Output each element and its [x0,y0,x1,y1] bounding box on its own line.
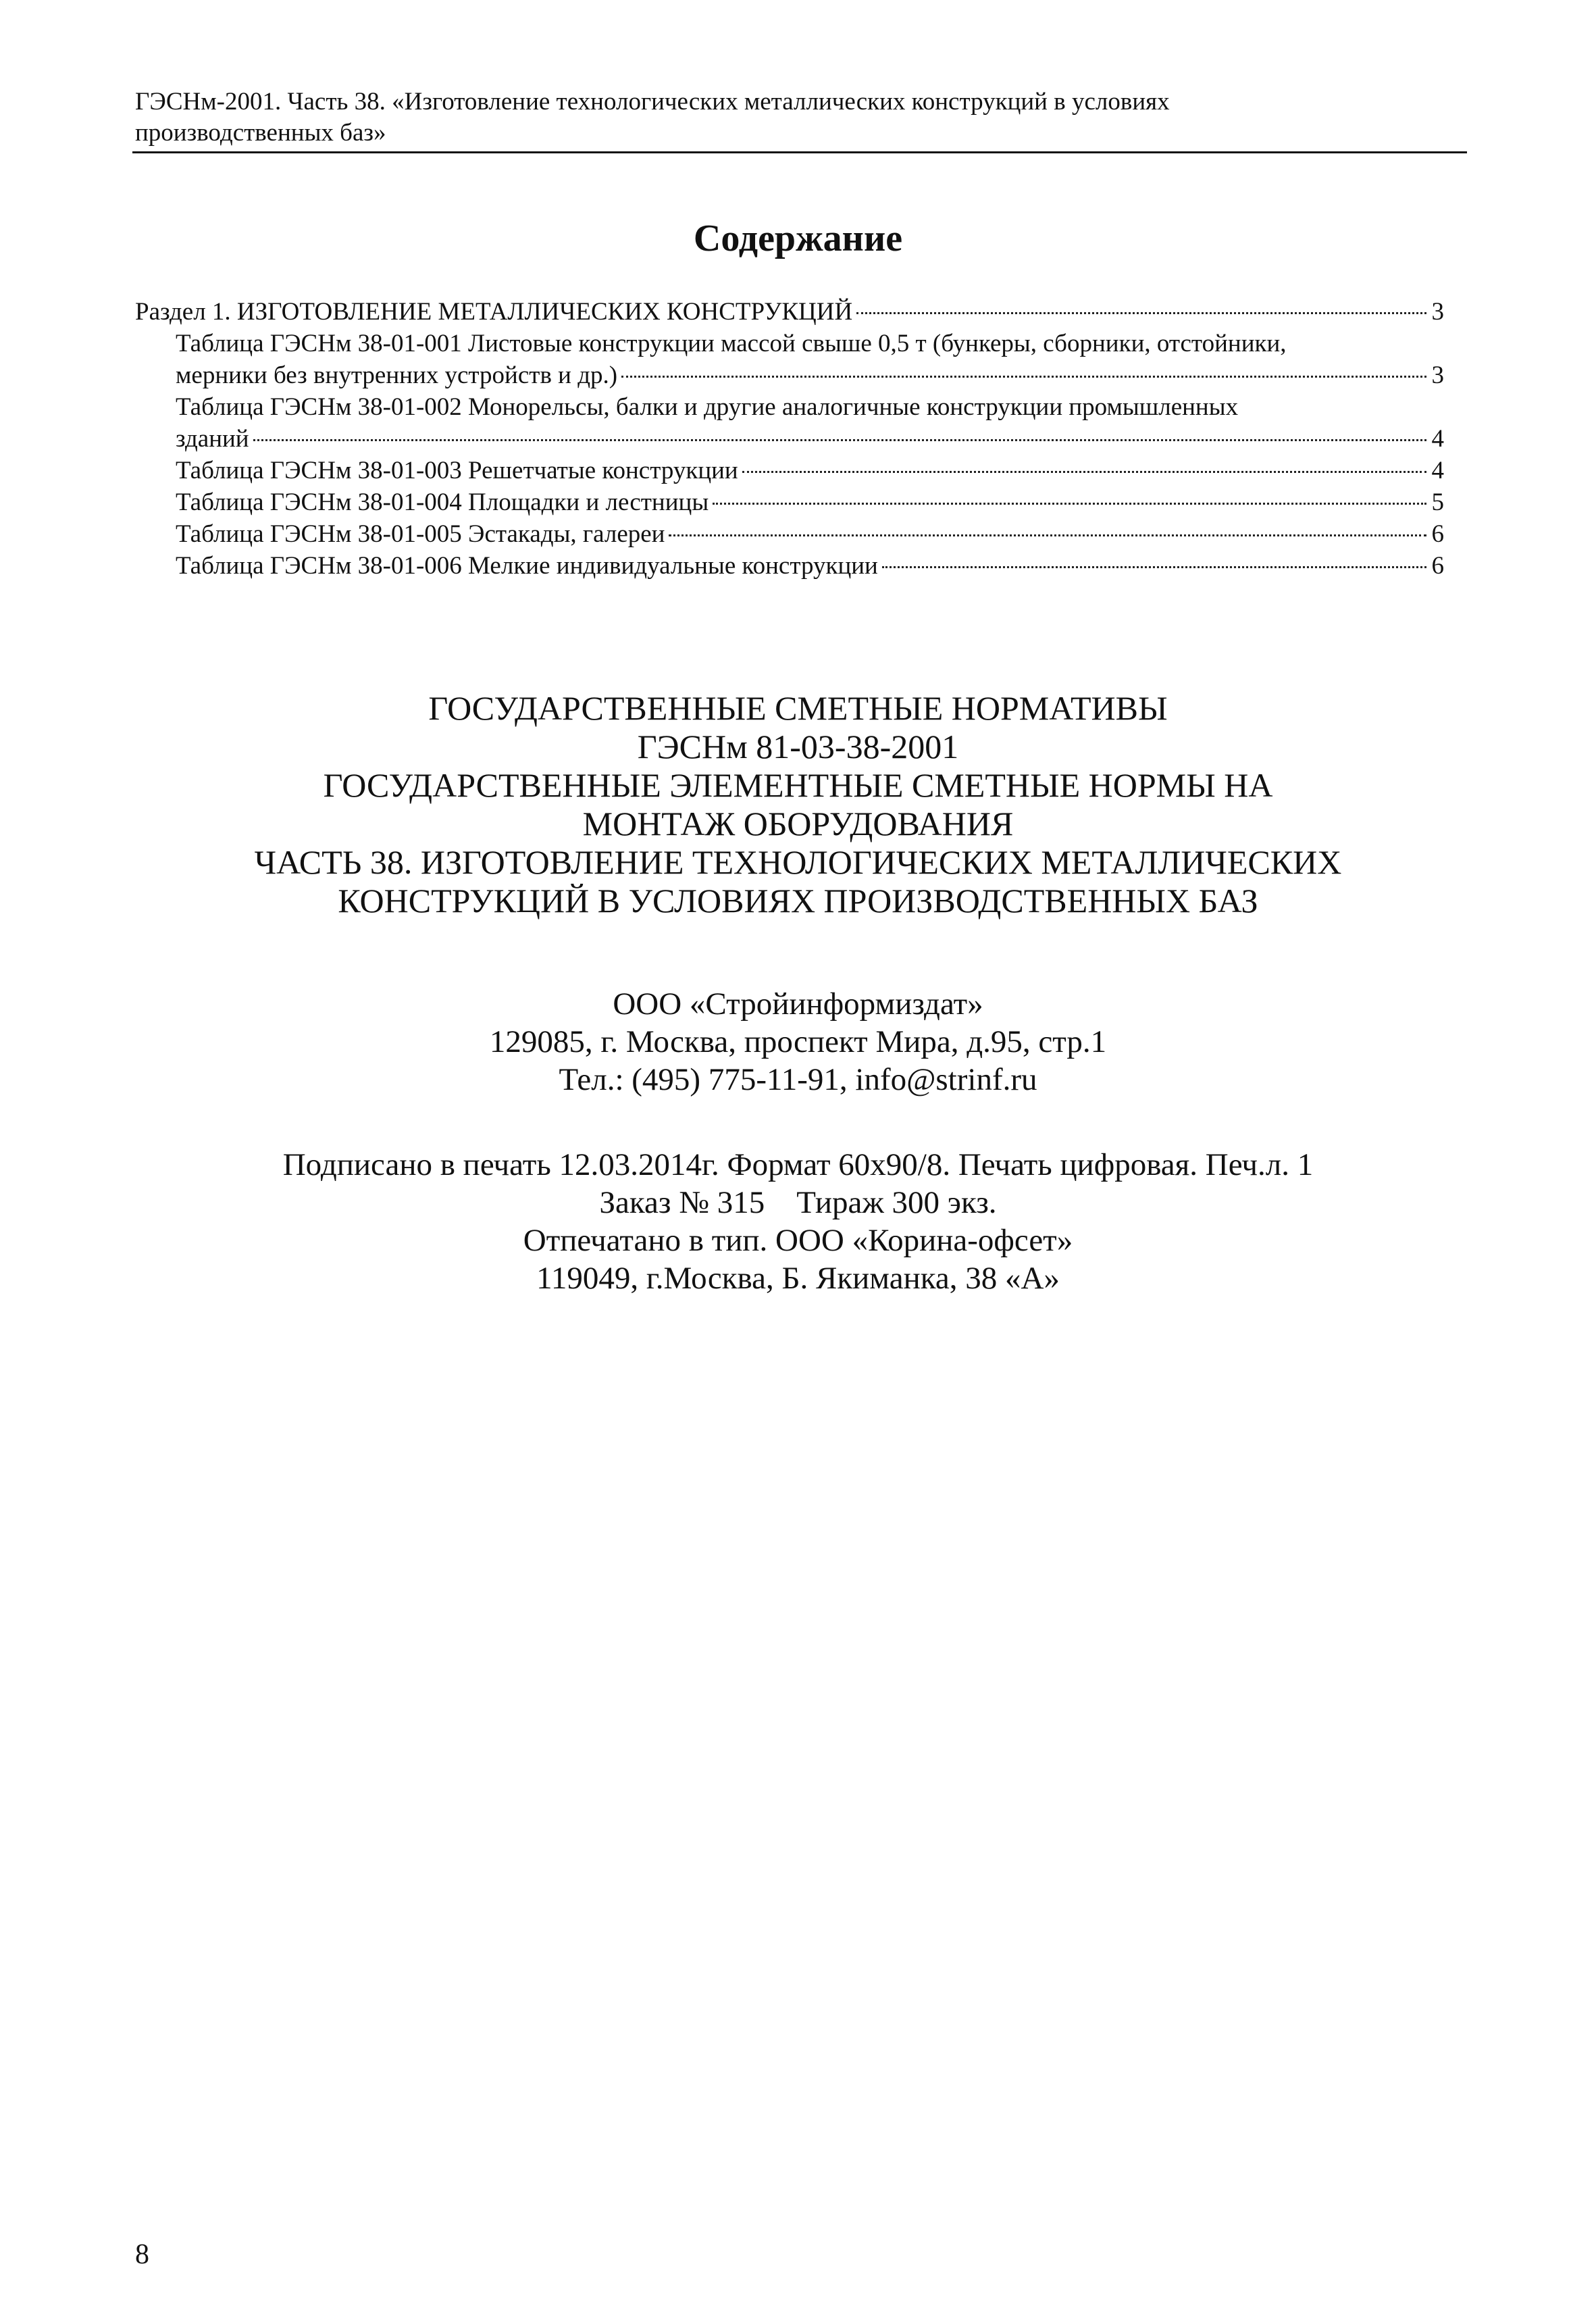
toc-entry-text: Таблица ГЭСНм 38-01-005 Эстакады, галереи [176,520,665,548]
document-title-block [0,689,1596,920]
toc-page-number: 3 [1431,361,1444,389]
title-line: ЧАСТЬ 38. ИЗГОТОВЛЕНИЕ ТЕХНОЛОГИЧЕСКИХ МЕТАЛЛИЧЕСКИХ [254,843,1342,881]
running-header-line-1: ГЭСНм-2001. Часть 38. «Изготовление технологических металлических конструкций в условиях [135,88,1170,116]
toc-entry-003[interactable] [135,455,1444,486]
running-header-line-2: производственных баз» [135,119,386,147]
toc-leader-dots [669,534,1426,536]
toc-leader-dots [882,566,1426,568]
toc-entry-001[interactable] [135,328,1444,391]
toc-leader-dots [621,376,1426,378]
print-info-line: Отпечатано в тип. ООО «Корина-офсет» [523,1223,1073,1258]
toc-leader-dots [713,503,1426,505]
toc-page-number: 3 [1431,298,1444,326]
toc-entry-text-cont: мерники без внутренних устройств и др.) [176,361,618,389]
running-header [135,86,1472,149]
print-info-block [0,1146,1596,1297]
table-of-contents [135,296,1444,582]
print-info-line: Заказ № 315 Тираж 300 экз. [599,1185,997,1220]
print-info-line: Подписано в печать 12.03.2014г. Формат 60х90/8. Печать цифровая. Печ.л. 1 [282,1147,1314,1182]
toc-entry-005[interactable] [135,518,1444,550]
toc-entry-text: Таблица ГЭСНм 38-01-006 Мелкие индивидуальные конструкции [176,552,878,580]
toc-page-number: 4 [1431,457,1444,484]
toc-leader-dots [253,439,1426,441]
toc-leader-dots [856,312,1426,314]
toc-entry-002[interactable] [135,391,1444,455]
publisher-contact: Тел.: (495) 775-11-91, info@strinf.ru [559,1062,1037,1097]
publisher-address: 129085, г. Москва, проспект Мира, д.95, стр.1 [489,1024,1107,1059]
page-number: 8 [135,2239,149,2270]
toc-page-number: 5 [1431,488,1444,516]
toc-entry-text: Таблица ГЭСНм 38-01-004 Площадки и лестницы [176,488,709,516]
title-line: КОНСТРУКЦИЙ В УСЛОВИЯХ ПРОИЗВОДСТВЕННЫХ БАЗ [338,882,1258,920]
toc-title: Содержание [693,218,903,259]
header-rule [132,151,1467,153]
toc-entry-006[interactable] [135,550,1444,582]
title-line: ГЭСНм 81-03-38-2001 [637,728,959,765]
toc-entry-text: Таблица ГЭСНм 38-01-001 Листовые конструкции массой свыше 0,5 т (бункеры, сборники, отстойники, [176,330,1287,357]
publisher-block [0,985,1596,1099]
toc-leader-dots [742,471,1426,473]
toc-section-entry[interactable] [135,296,1444,328]
title-line: МОНТАЖ ОБОРУДОВАНИЯ [582,805,1014,842]
title-line: ГОСУДАРСТВЕННЫЕ СМЕТНЫЕ НОРМАТИВЫ [428,689,1168,727]
title-line: ГОСУДАРСТВЕННЫЕ ЭЛЕМЕНТНЫЕ СМЕТНЫЕ НОРМЫ НА [323,766,1273,804]
toc-entry-text: Таблица ГЭСНм 38-01-002 Монорельсы, балки и другие аналогичные конструкции промышленных [176,393,1239,421]
toc-entry-text: Таблица ГЭСНм 38-01-003 Решетчатые конструкции [176,457,738,484]
toc-section-label: Раздел 1. ИЗГОТОВЛЕНИЕ МЕТАЛЛИЧЕСКИХ КОНСТРУКЦИЙ [135,298,853,326]
print-info-line: 119049, г.Москва, Б. Якиманка, 38 «А» [536,1261,1060,1296]
toc-entry-004[interactable] [135,486,1444,518]
toc-page-number: 6 [1431,552,1444,580]
publisher-name: ООО «Стройинформиздат» [613,986,983,1022]
toc-page-number: 4 [1431,425,1444,453]
toc-page-number: 6 [1431,520,1444,548]
toc-entry-text-cont: зданий [176,425,249,453]
